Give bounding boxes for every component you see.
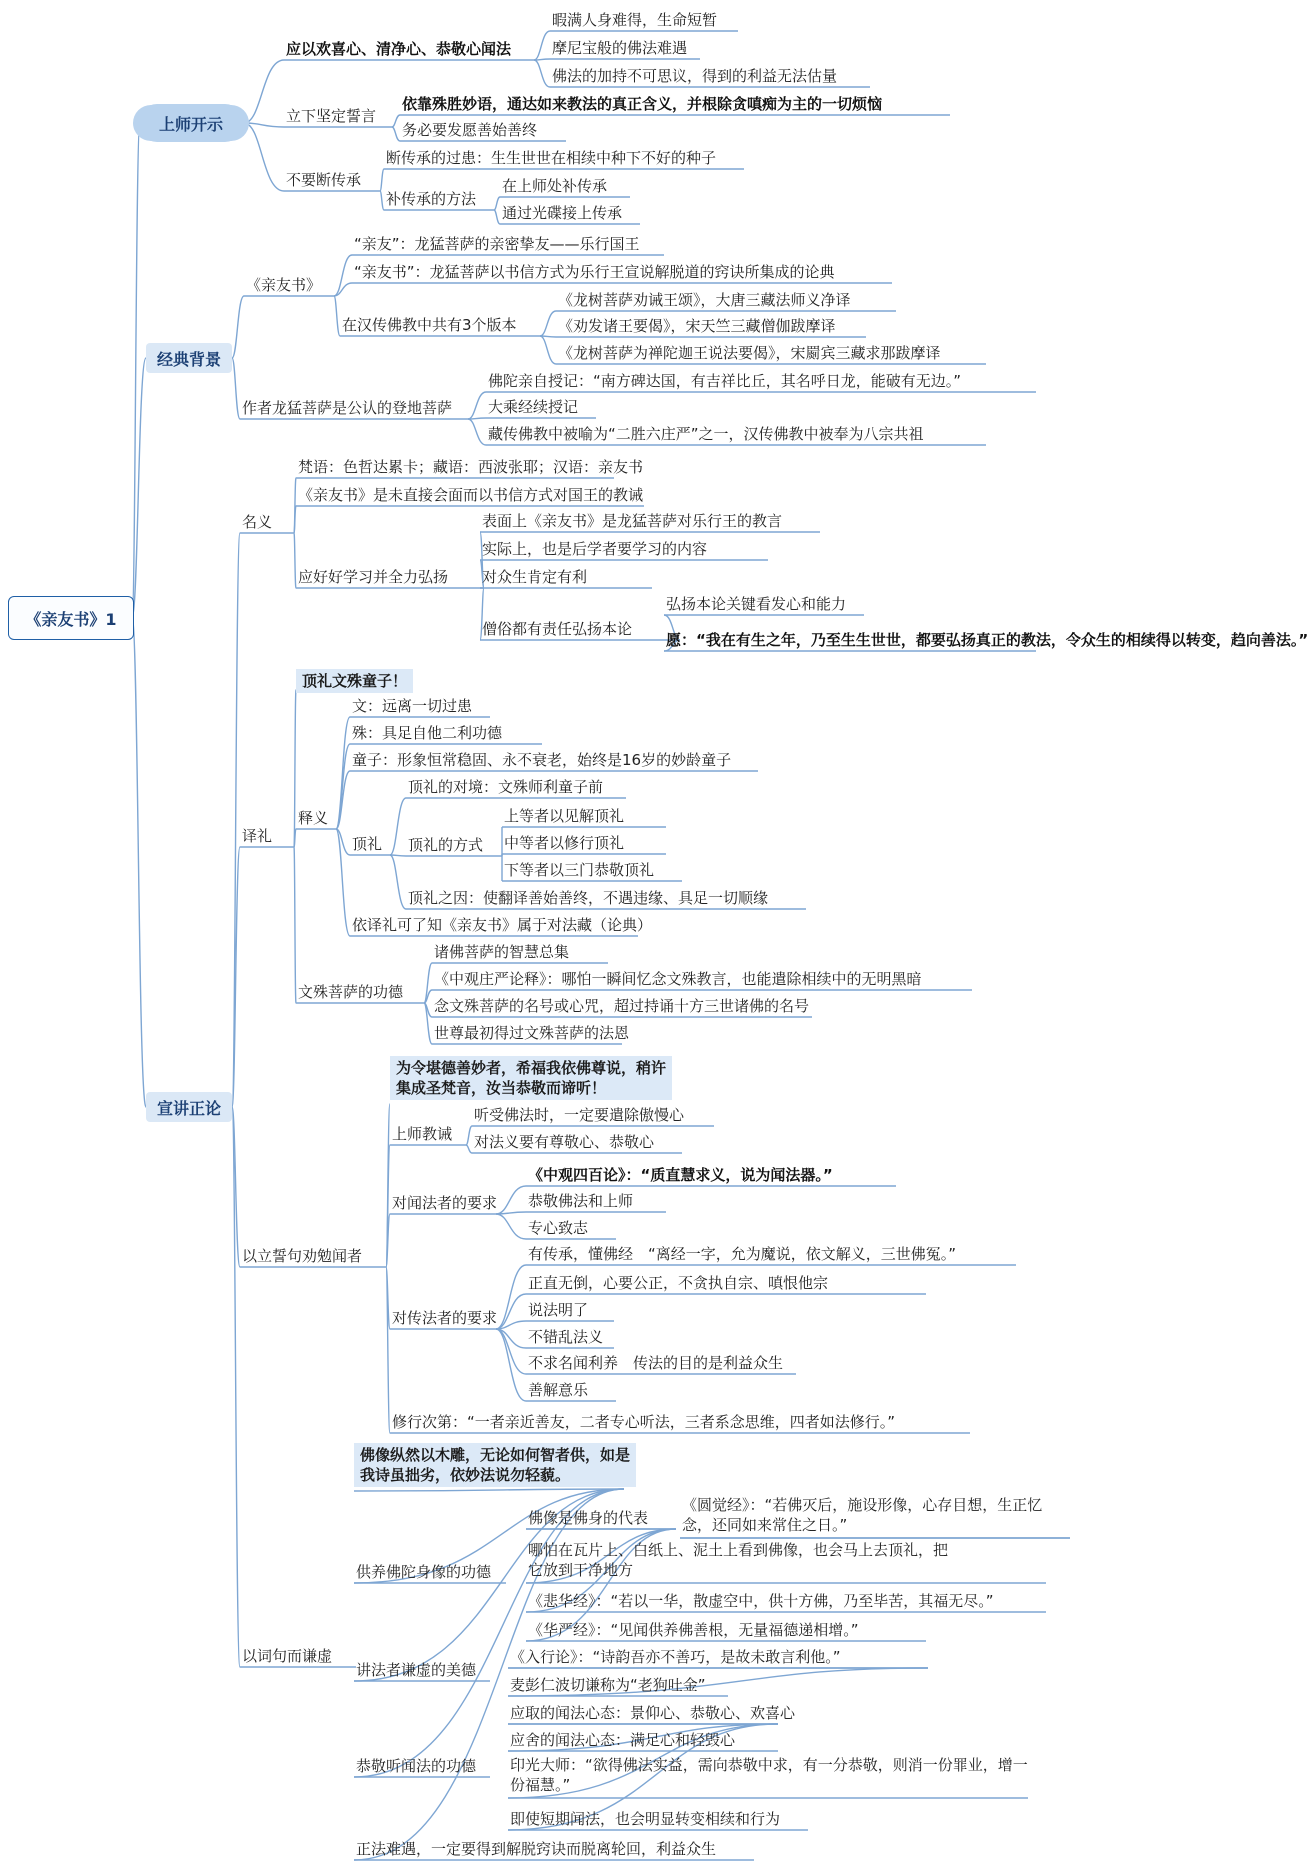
node-53[interactable]: 为令堪德善妙者，希福我依佛尊说，稍许集成圣梵音，汝当恭敬而谛听！	[390, 1056, 672, 1100]
node-35[interactable]: 释义	[298, 809, 329, 827]
node-48[interactable]: 诸佛菩萨的智慧总集	[434, 943, 570, 961]
node-57[interactable]: 对闻法者的要求	[392, 1194, 498, 1212]
node-17[interactable]: 《劝发诸王要偈》，宋天竺三藏僧伽跋摩译	[558, 317, 836, 335]
node-76[interactable]: 《华严经》：“见闻供养佛善根，无量福德递相增。”	[528, 1621, 859, 1639]
node-41[interactable]: 顶礼的方式	[408, 836, 484, 854]
node-26[interactable]: 应好好学习并全力弘扬	[298, 568, 449, 586]
node-0[interactable]: 应以欢喜心、清净心、恭敬心闻法	[286, 40, 512, 58]
node-4[interactable]: 立下坚定誓言	[286, 107, 377, 125]
node-54[interactable]: 上师教诫	[392, 1125, 453, 1143]
node-33[interactable]: 译礼	[242, 827, 273, 845]
node-11[interactable]: 通过光碟接上传承	[502, 204, 623, 222]
node-29[interactable]: 对众生肯定有利	[482, 568, 588, 586]
node-46[interactable]: 依译礼可了知《亲友书》属于对法藏（论典）	[352, 916, 653, 934]
node-63[interactable]: 正直无倒，心要公正，不贪执自宗、嗔恨他宗	[528, 1274, 829, 1292]
node-22[interactable]: 藏传佛教中被喻为“二胜六庄严”之一，汉传佛教中被奉为八宗共祖	[488, 425, 924, 443]
node-37[interactable]: 殊：具足自他二利功德	[352, 724, 503, 742]
node-19[interactable]: 作者龙猛菩萨是公认的登地菩萨	[242, 399, 453, 417]
node-18[interactable]: 《龙树菩萨为禅陀迦王说法要偈》，宋罽宾三藏求那跋摩译	[558, 344, 941, 362]
node-10[interactable]: 在上师处补传承	[502, 177, 608, 195]
node-34[interactable]: 顶礼文殊童子！	[296, 669, 413, 693]
node-52[interactable]: 以立誓句劝勉闻者	[242, 1247, 363, 1265]
node-75[interactable]: 《悲华经》：“若以一华，散虚空中，供十方佛，乃至毕苦，其福无尽。”	[528, 1592, 994, 1610]
node-32[interactable]: 愿：“我在有生之年，乃至生生世世，都要弘扬真正的教法，令众生的相续得以转变，趋向善法。”	[666, 631, 1308, 649]
node-20[interactable]: 佛陀亲自授记：“南方碑达国，有吉祥比丘，其名呼日龙，能破有无边。”	[488, 372, 962, 390]
node-81[interactable]: 应取的闻法心态：景仰心、恭敬心、欢喜心	[510, 1704, 796, 1722]
branch-shangshi-kaishi[interactable]: 上师开示	[138, 104, 244, 142]
node-61[interactable]: 对传法者的要求	[392, 1309, 498, 1327]
node-38[interactable]: 童子：形象恒常稳固、永不衰老，始终是16岁的妙龄童子	[352, 751, 732, 769]
node-65[interactable]: 不错乱法义	[528, 1328, 604, 1346]
node-67[interactable]: 善解意乐	[528, 1381, 589, 1399]
node-60[interactable]: 专心致志	[528, 1219, 589, 1237]
node-14[interactable]: “亲友书”：龙猛菩萨以书信方式为乐行王宣说解脱道的窍诀所集成的论典	[354, 263, 835, 281]
node-72[interactable]: 佛像是佛身的代表	[528, 1509, 649, 1527]
node-21[interactable]: 大乘经续授记	[488, 398, 579, 416]
node-36[interactable]: 文：远离一切过患	[352, 697, 473, 715]
node-40[interactable]: 顶礼的对境：文殊师利童子前	[408, 778, 604, 796]
node-58[interactable]: 《中观四百论》：“质直慧求义，说为闻法器。”	[528, 1166, 833, 1184]
node-7[interactable]: 不要断传承	[286, 171, 362, 189]
node-6[interactable]: 务必要发愿善始善终	[402, 121, 538, 139]
node-8[interactable]: 断传承的过患：生生世世在相续中种下不好的种子	[386, 149, 717, 167]
node-27[interactable]: 表面上《亲友书》是龙猛菩萨对乐行王的教言	[482, 512, 783, 530]
node-2[interactable]: 摩尼宝般的佛法难遇	[552, 39, 688, 57]
node-55[interactable]: 听受佛法时，一定要遣除傲慢心	[474, 1106, 685, 1124]
node-79[interactable]: 麦彭仁波切谦称为“老狗吐金”	[510, 1676, 706, 1694]
node-83[interactable]: 印光大师：“欲得佛法实益，需向恭敬中求，有一分恭敬，则消一份罪业，增一份福慧。”	[510, 1756, 1028, 1794]
node-25[interactable]: 《亲友书》是未直接会面而以书信方式对国王的教诫	[298, 486, 644, 504]
node-71[interactable]: 供养佛陀身像的功德	[356, 1563, 492, 1581]
node-43[interactable]: 中等者以修行顶礼	[504, 834, 625, 852]
node-44[interactable]: 下等者以三门恭敬顶礼	[504, 861, 655, 879]
node-31[interactable]: 弘扬本论关键看发心和能力	[666, 595, 847, 613]
node-82[interactable]: 应舍的闻法心态：满足心和轻毁心	[510, 1731, 736, 1749]
node-15[interactable]: 在汉传佛教中共有3个版本	[342, 316, 517, 334]
branch-xuanjiang-zhenglun[interactable]: 宣讲正论	[146, 1092, 232, 1122]
node-30[interactable]: 僧俗都有责任弘扬本论	[482, 620, 633, 638]
node-51[interactable]: 世尊最初得过文殊菩萨的法恩	[434, 1024, 630, 1042]
node-78[interactable]: 《入行论》：“诗韵吾亦不善巧，是故未敢言利他。”	[510, 1648, 841, 1666]
node-1[interactable]: 暇满人身难得，生命短暂	[552, 11, 718, 29]
branch-jingdian-beijing[interactable]: 经典背景	[146, 343, 232, 373]
node-77[interactable]: 讲法者谦虚的美德	[356, 1661, 477, 1679]
node-50[interactable]: 念文殊菩萨的名号或心咒，超过持诵十方三世诸佛的名号	[434, 997, 810, 1015]
node-68[interactable]: 修行次第：“一者亲近善友，二者专心听法，三者系念思维，四者如法修行。”	[392, 1413, 896, 1431]
node-69[interactable]: 以词句而谦虚	[242, 1647, 333, 1665]
node-73[interactable]: 《圆觉经》：“若佛灭后，施设形像，心存目想，生正忆念，还同如来常住之日。”	[682, 1496, 1043, 1534]
node-74[interactable]: 哪怕在瓦片上、白纸上、泥土上看到佛像，也会马上去顶礼，把它放到干净地方	[528, 1541, 949, 1579]
node-49[interactable]: 《中观庄严论释》：哪怕一瞬间忆念文殊教言，也能遣除相续中的无明黑暗	[434, 970, 922, 988]
node-9[interactable]: 补传承的方法	[386, 190, 477, 208]
node-12[interactable]: 《亲友书》	[246, 276, 322, 294]
node-3[interactable]: 佛法的加持不可思议，得到的利益无法估量	[552, 67, 838, 85]
node-64[interactable]: 说法明了	[528, 1301, 589, 1319]
root-node[interactable]: 《亲友书》1	[8, 596, 134, 640]
node-45[interactable]: 顶礼之因：使翻译善始善终，不遇违缘、具足一切顺缘	[408, 889, 769, 907]
node-80[interactable]: 恭敬听闻法的功德	[356, 1757, 477, 1775]
node-28[interactable]: 实际上，也是后学者要学习的内容	[482, 540, 708, 558]
node-39[interactable]: 顶礼	[352, 835, 383, 853]
node-56[interactable]: 对法义要有尊敬心、恭敬心	[474, 1133, 655, 1151]
node-66[interactable]: 不求名闻利养 传法的目的是利益众生	[528, 1354, 784, 1372]
node-23[interactable]: 名义	[242, 513, 273, 531]
node-85[interactable]: 正法难遇，一定要得到解脱窍诀而脱离轮回，利益众生	[356, 1840, 717, 1858]
node-13[interactable]: “亲友”：龙猛菩萨的亲密挚友——乐行国王	[354, 235, 640, 253]
node-5[interactable]: 依靠殊胜妙语，通达如来教法的真正含义，并根除贪嗔痴为主的一切烦恼	[402, 95, 883, 113]
node-42[interactable]: 上等者以见解顶礼	[504, 807, 625, 825]
node-47[interactable]: 文殊菩萨的功德	[298, 983, 404, 1001]
node-62[interactable]: 有传承，懂佛经 “离经一字，允为魔说，依文解义，三世佛冤。”	[528, 1245, 957, 1263]
node-59[interactable]: 恭敬佛法和上师	[528, 1192, 634, 1210]
node-70[interactable]: 佛像纵然以木雕，无论如何智者供，如是我诗虽拙劣，依妙法说勿轻藐。	[354, 1443, 636, 1487]
node-84[interactable]: 即使短期闻法，也会明显转变相续和行为	[510, 1810, 781, 1828]
node-24[interactable]: 梵语：色哲达累卡；藏语：西波张耶；汉语：亲友书	[298, 458, 644, 476]
node-16[interactable]: 《龙树菩萨劝诫王颂》，大唐三藏法师义净译	[558, 291, 851, 309]
